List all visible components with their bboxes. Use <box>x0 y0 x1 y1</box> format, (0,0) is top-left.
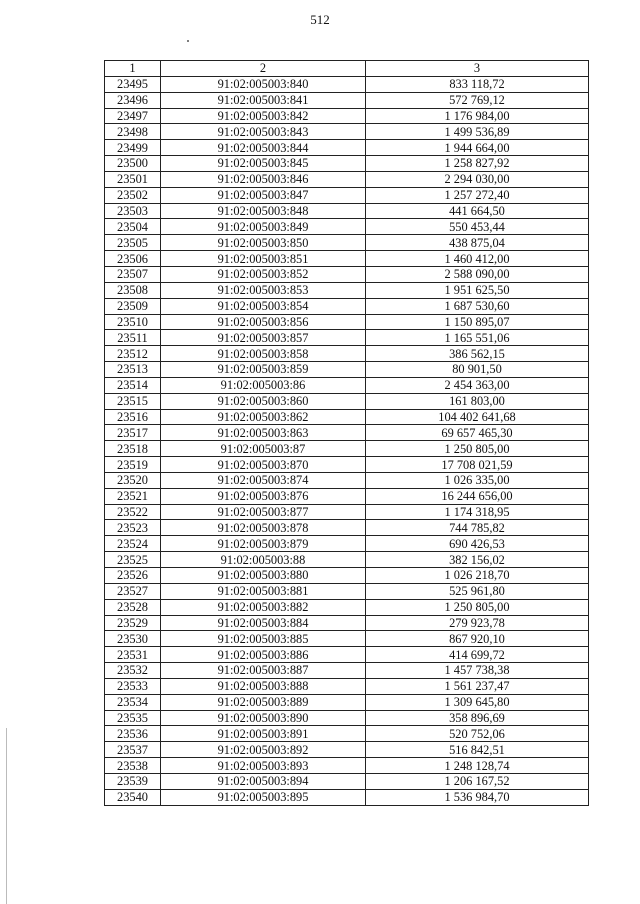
amount: 744 785,82 <box>366 520 589 536</box>
table-row <box>105 187 589 203</box>
amount: 1 944 664,00 <box>366 140 589 156</box>
cadastral-number: 91:02:005003:844 <box>161 140 366 156</box>
cadastral-number: 91:02:005003:854 <box>161 298 366 314</box>
cadastral-number: 91:02:005003:895 <box>161 789 366 805</box>
cadastral-number: 91:02:005003:881 <box>161 583 366 599</box>
cadastral-number: 91:02:005003:846 <box>161 171 366 187</box>
cadastral-number: 91:02:005003:856 <box>161 314 366 330</box>
row-number: 23535 <box>105 710 161 726</box>
row-number: 23515 <box>105 393 161 409</box>
row-number: 23523 <box>105 520 161 536</box>
amount: 104 402 641,68 <box>366 409 589 425</box>
amount: 520 752,06 <box>366 726 589 742</box>
cadastral-number: 91:02:005003:876 <box>161 488 366 504</box>
amount: 17 708 021,59 <box>366 457 589 473</box>
row-number: 23519 <box>105 457 161 473</box>
table-row <box>105 251 589 267</box>
table-row <box>105 615 589 631</box>
table-row <box>105 742 589 758</box>
cadastral-number: 91:02:005003:889 <box>161 694 366 710</box>
row-number: 23502 <box>105 187 161 203</box>
row-number: 23503 <box>105 203 161 219</box>
table-row <box>105 171 589 187</box>
scan-margin-line <box>6 728 7 904</box>
table-row <box>105 377 589 393</box>
row-number: 23504 <box>105 219 161 235</box>
table-row <box>105 631 589 647</box>
amount: 1 561 237,47 <box>366 678 589 694</box>
table-row <box>105 536 589 552</box>
cadastral-number: 91:02:005003:878 <box>161 520 366 536</box>
cadastral-number: 91:02:005003:892 <box>161 742 366 758</box>
cadastral-number: 91:02:005003:885 <box>161 631 366 647</box>
amount: 1 026 218,70 <box>366 568 589 584</box>
row-number: 23539 <box>105 773 161 789</box>
amount: 1 176 984,00 <box>366 108 589 124</box>
table-row <box>105 599 589 615</box>
table-row <box>105 694 589 710</box>
cadastral-number: 91:02:005003:843 <box>161 124 366 140</box>
cadastral-number: 91:02:005003:890 <box>161 710 366 726</box>
amount: 414 699,72 <box>366 647 589 663</box>
cadastral-number: 91:02:005003:862 <box>161 409 366 425</box>
cadastral-number: 91:02:005003:859 <box>161 362 366 378</box>
amount: 80 901,50 <box>366 362 589 378</box>
cadastral-number: 91:02:005003:887 <box>161 663 366 679</box>
amount: 1 174 318,95 <box>366 504 589 520</box>
row-number: 23497 <box>105 108 161 124</box>
amount: 1 250 805,00 <box>366 599 589 615</box>
column-header-1: 1 <box>105 61 161 77</box>
scan-dot <box>187 40 189 42</box>
row-number: 23524 <box>105 536 161 552</box>
cadastral-number: 91:02:005003:874 <box>161 472 366 488</box>
row-number: 23531 <box>105 647 161 663</box>
cadastral-number: 91:02:005003:893 <box>161 758 366 774</box>
row-number: 23522 <box>105 504 161 520</box>
table-row <box>105 298 589 314</box>
row-number: 23495 <box>105 76 161 92</box>
row-number: 23501 <box>105 171 161 187</box>
table-row <box>105 266 589 282</box>
table-row <box>105 583 589 599</box>
amount: 1 206 167,52 <box>366 773 589 789</box>
column-header-2: 2 <box>161 61 366 77</box>
cadastral-number: 91:02:005003:852 <box>161 266 366 282</box>
row-number: 23517 <box>105 425 161 441</box>
row-number: 23537 <box>105 742 161 758</box>
cadastral-number: 91:02:005003:863 <box>161 425 366 441</box>
row-number: 23499 <box>105 140 161 156</box>
cadastral-number: 91:02:005003:884 <box>161 615 366 631</box>
table-row <box>105 282 589 298</box>
row-number: 23505 <box>105 235 161 251</box>
cadastral-number: 91:02:005003:860 <box>161 393 366 409</box>
row-number: 23511 <box>105 330 161 346</box>
amount: 2 588 090,00 <box>366 266 589 282</box>
row-number: 23514 <box>105 377 161 393</box>
amount: 441 664,50 <box>366 203 589 219</box>
table-row <box>105 457 589 473</box>
table-row <box>105 726 589 742</box>
amount: 1 257 272,40 <box>366 187 589 203</box>
row-number: 23516 <box>105 409 161 425</box>
row-number: 23536 <box>105 726 161 742</box>
row-number: 23533 <box>105 678 161 694</box>
row-number: 23525 <box>105 552 161 568</box>
cadastral-number: 91:02:005003:882 <box>161 599 366 615</box>
cadastral-number: 91:02:005003:86 <box>161 377 366 393</box>
table-row <box>105 678 589 694</box>
table-row <box>105 219 589 235</box>
table-row <box>105 362 589 378</box>
table-row <box>105 789 589 805</box>
amount: 1 687 530,60 <box>366 298 589 314</box>
table-row <box>105 441 589 457</box>
table-row <box>105 488 589 504</box>
amount: 550 453,44 <box>366 219 589 235</box>
row-number: 23527 <box>105 583 161 599</box>
table-row <box>105 156 589 172</box>
amount: 438 875,04 <box>366 235 589 251</box>
amount: 2 294 030,00 <box>366 171 589 187</box>
amount: 1 460 412,00 <box>366 251 589 267</box>
amount: 690 426,53 <box>366 536 589 552</box>
row-number: 23498 <box>105 124 161 140</box>
amount: 1 250 805,00 <box>366 441 589 457</box>
cadastral-number: 91:02:005003:853 <box>161 282 366 298</box>
amount: 1 309 645,80 <box>366 694 589 710</box>
cadastral-number: 91:02:005003:850 <box>161 235 366 251</box>
cadastral-number: 91:02:005003:858 <box>161 346 366 362</box>
table-row <box>105 314 589 330</box>
cadastral-number: 91:02:005003:888 <box>161 678 366 694</box>
row-number: 23529 <box>105 615 161 631</box>
amount: 1 026 335,00 <box>366 472 589 488</box>
table-row <box>105 663 589 679</box>
row-number: 23508 <box>105 282 161 298</box>
amount: 833 118,72 <box>366 76 589 92</box>
column-header-3: 3 <box>366 61 589 77</box>
cadastral-number: 91:02:005003:848 <box>161 203 366 219</box>
cadastral-number: 91:02:005003:851 <box>161 251 366 267</box>
data-table <box>104 60 589 806</box>
amount: 1 951 625,50 <box>366 282 589 298</box>
row-number: 23513 <box>105 362 161 378</box>
row-number: 23506 <box>105 251 161 267</box>
table-row <box>105 108 589 124</box>
amount: 572 769,12 <box>366 92 589 108</box>
amount: 1 457 738,38 <box>366 663 589 679</box>
table-row <box>105 235 589 251</box>
cadastral-number: 91:02:005003:857 <box>161 330 366 346</box>
table-row <box>105 425 589 441</box>
row-number: 23510 <box>105 314 161 330</box>
row-number: 23538 <box>105 758 161 774</box>
cadastral-number: 91:02:005003:845 <box>161 156 366 172</box>
row-number: 23530 <box>105 631 161 647</box>
table-row <box>105 647 589 663</box>
amount: 386 562,15 <box>366 346 589 362</box>
table-row <box>105 203 589 219</box>
amount: 1 536 984,70 <box>366 789 589 805</box>
amount: 358 896,69 <box>366 710 589 726</box>
row-number: 23528 <box>105 599 161 615</box>
amount: 525 961,80 <box>366 583 589 599</box>
page-number: 512 <box>310 12 330 27</box>
cadastral-number: 91:02:005003:877 <box>161 504 366 520</box>
table-row <box>105 330 589 346</box>
table-row <box>105 710 589 726</box>
row-number: 23534 <box>105 694 161 710</box>
row-number: 23520 <box>105 472 161 488</box>
amount: 1 499 536,89 <box>366 124 589 140</box>
amount: 161 803,00 <box>366 393 589 409</box>
table-row <box>105 520 589 536</box>
table-row <box>105 346 589 362</box>
table-row <box>105 76 589 92</box>
table-row <box>105 568 589 584</box>
amount: 1 248 128,74 <box>366 758 589 774</box>
cadastral-number: 91:02:005003:88 <box>161 552 366 568</box>
row-number: 23526 <box>105 568 161 584</box>
table-row <box>105 140 589 156</box>
cadastral-number: 91:02:005003:840 <box>161 76 366 92</box>
amount: 1 165 551,06 <box>366 330 589 346</box>
amount: 279 923,78 <box>366 615 589 631</box>
cadastral-number: 91:02:005003:841 <box>161 92 366 108</box>
table-body <box>105 76 589 805</box>
amount: 867 920,10 <box>366 631 589 647</box>
table-row <box>105 472 589 488</box>
cadastral-number: 91:02:005003:842 <box>161 108 366 124</box>
cadastral-number: 91:02:005003:870 <box>161 457 366 473</box>
amount: 516 842,51 <box>366 742 589 758</box>
row-number: 23500 <box>105 156 161 172</box>
table-row <box>105 552 589 568</box>
amount: 16 244 656,00 <box>366 488 589 504</box>
row-number: 23512 <box>105 346 161 362</box>
row-number: 23521 <box>105 488 161 504</box>
table-row <box>105 124 589 140</box>
amount: 69 657 465,30 <box>366 425 589 441</box>
table-row <box>105 504 589 520</box>
cadastral-number: 91:02:005003:891 <box>161 726 366 742</box>
table-row <box>105 758 589 774</box>
amount: 1 258 827,92 <box>366 156 589 172</box>
cadastral-number: 91:02:005003:879 <box>161 536 366 552</box>
cadastral-number: 91:02:005003:886 <box>161 647 366 663</box>
cadastral-number: 91:02:005003:87 <box>161 441 366 457</box>
row-number: 23507 <box>105 266 161 282</box>
amount: 2 454 363,00 <box>366 377 589 393</box>
table-row <box>105 393 589 409</box>
row-number: 23518 <box>105 441 161 457</box>
row-number: 23532 <box>105 663 161 679</box>
amount: 1 150 895,07 <box>366 314 589 330</box>
table-header-row <box>105 61 589 77</box>
row-number: 23496 <box>105 92 161 108</box>
cadastral-number: 91:02:005003:894 <box>161 773 366 789</box>
table-row <box>105 409 589 425</box>
row-number: 23509 <box>105 298 161 314</box>
cadastral-number: 91:02:005003:849 <box>161 219 366 235</box>
cadastral-number: 91:02:005003:880 <box>161 568 366 584</box>
table-row <box>105 773 589 789</box>
row-number: 23540 <box>105 789 161 805</box>
amount: 382 156,02 <box>366 552 589 568</box>
cadastral-number: 91:02:005003:847 <box>161 187 366 203</box>
table-row <box>105 92 589 108</box>
